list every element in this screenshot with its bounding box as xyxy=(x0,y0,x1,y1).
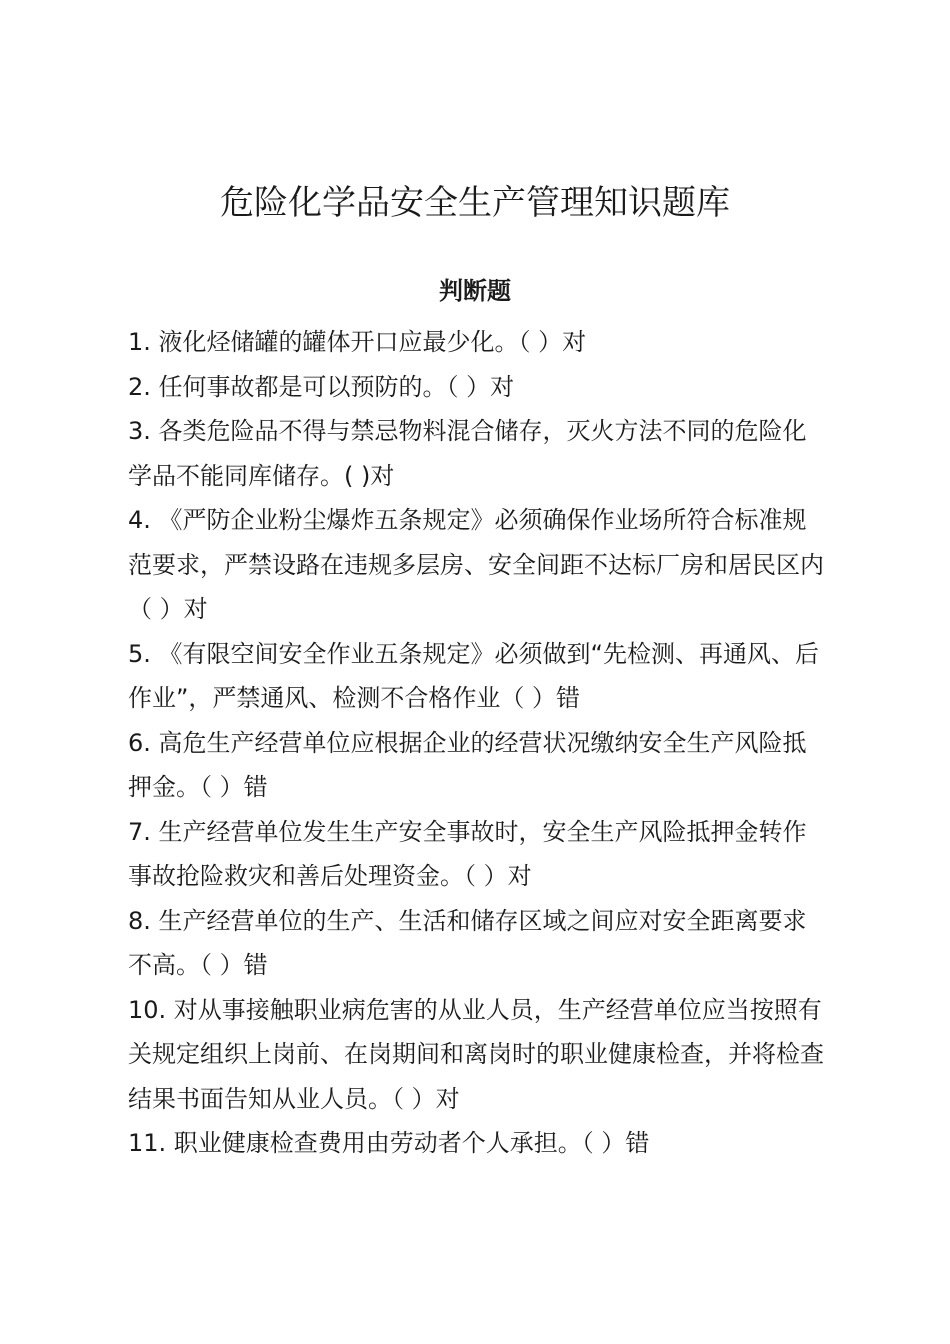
question-item: 11. 职业健康检查费用由劳动者个人承担。（ ）错 xyxy=(128,1129,650,1157)
question-item: 6. 高危生产经营单位应根据企业的经营状况缴纳安全生产风险抵押金。（ ）错 xyxy=(128,728,807,801)
question-item: 4. 《严防企业粉尘爆炸五条规定》必须确保作业场所符合标准规范要求，严禁设路在违规多层房、安全间距不达标厂房和居民区内（ ）对 xyxy=(128,506,824,623)
document-title: 危险化学品安全生产管理知识题库 xyxy=(220,183,730,223)
question-item: 1. 液化烃储罐的罐体开口应最少化。（ ）对 xyxy=(128,328,587,356)
section-heading: 判断题 xyxy=(439,277,511,305)
question-item: 7. 生产经营单位发生生产安全事故时，安全生产风险抵押金转作事故抢险救灾和善后处理资金。（ ）对 xyxy=(128,817,807,890)
question-item: 10. 对从事接触职业病危害的从业人员，生产经营单位应当按照有关规定组织上岗前、在岗期间和离岗时的职业健康检查，并将检查结果书面告知从业人员。（ ）对 xyxy=(128,995,824,1113)
question-item: 2. 任何事故都是可以预防的。（ ）对 xyxy=(128,372,515,401)
question-item: 3. 各类危险品不得与禁忌物料混合储存，灭火方法不同的危险化学品不能同库储存。( )对 xyxy=(128,417,807,490)
question-item: 5. 《有限空间安全作业五条规定》必须做到“先检测、再通风、后作业”，严禁通风、检测不合格作业（ ）错 xyxy=(128,639,819,712)
question-list xyxy=(128,320,828,1166)
question-item: 8. 生产经营单位的生产、生活和储存区域之间应对安全距离要求不高。（ ）错 xyxy=(128,906,807,979)
